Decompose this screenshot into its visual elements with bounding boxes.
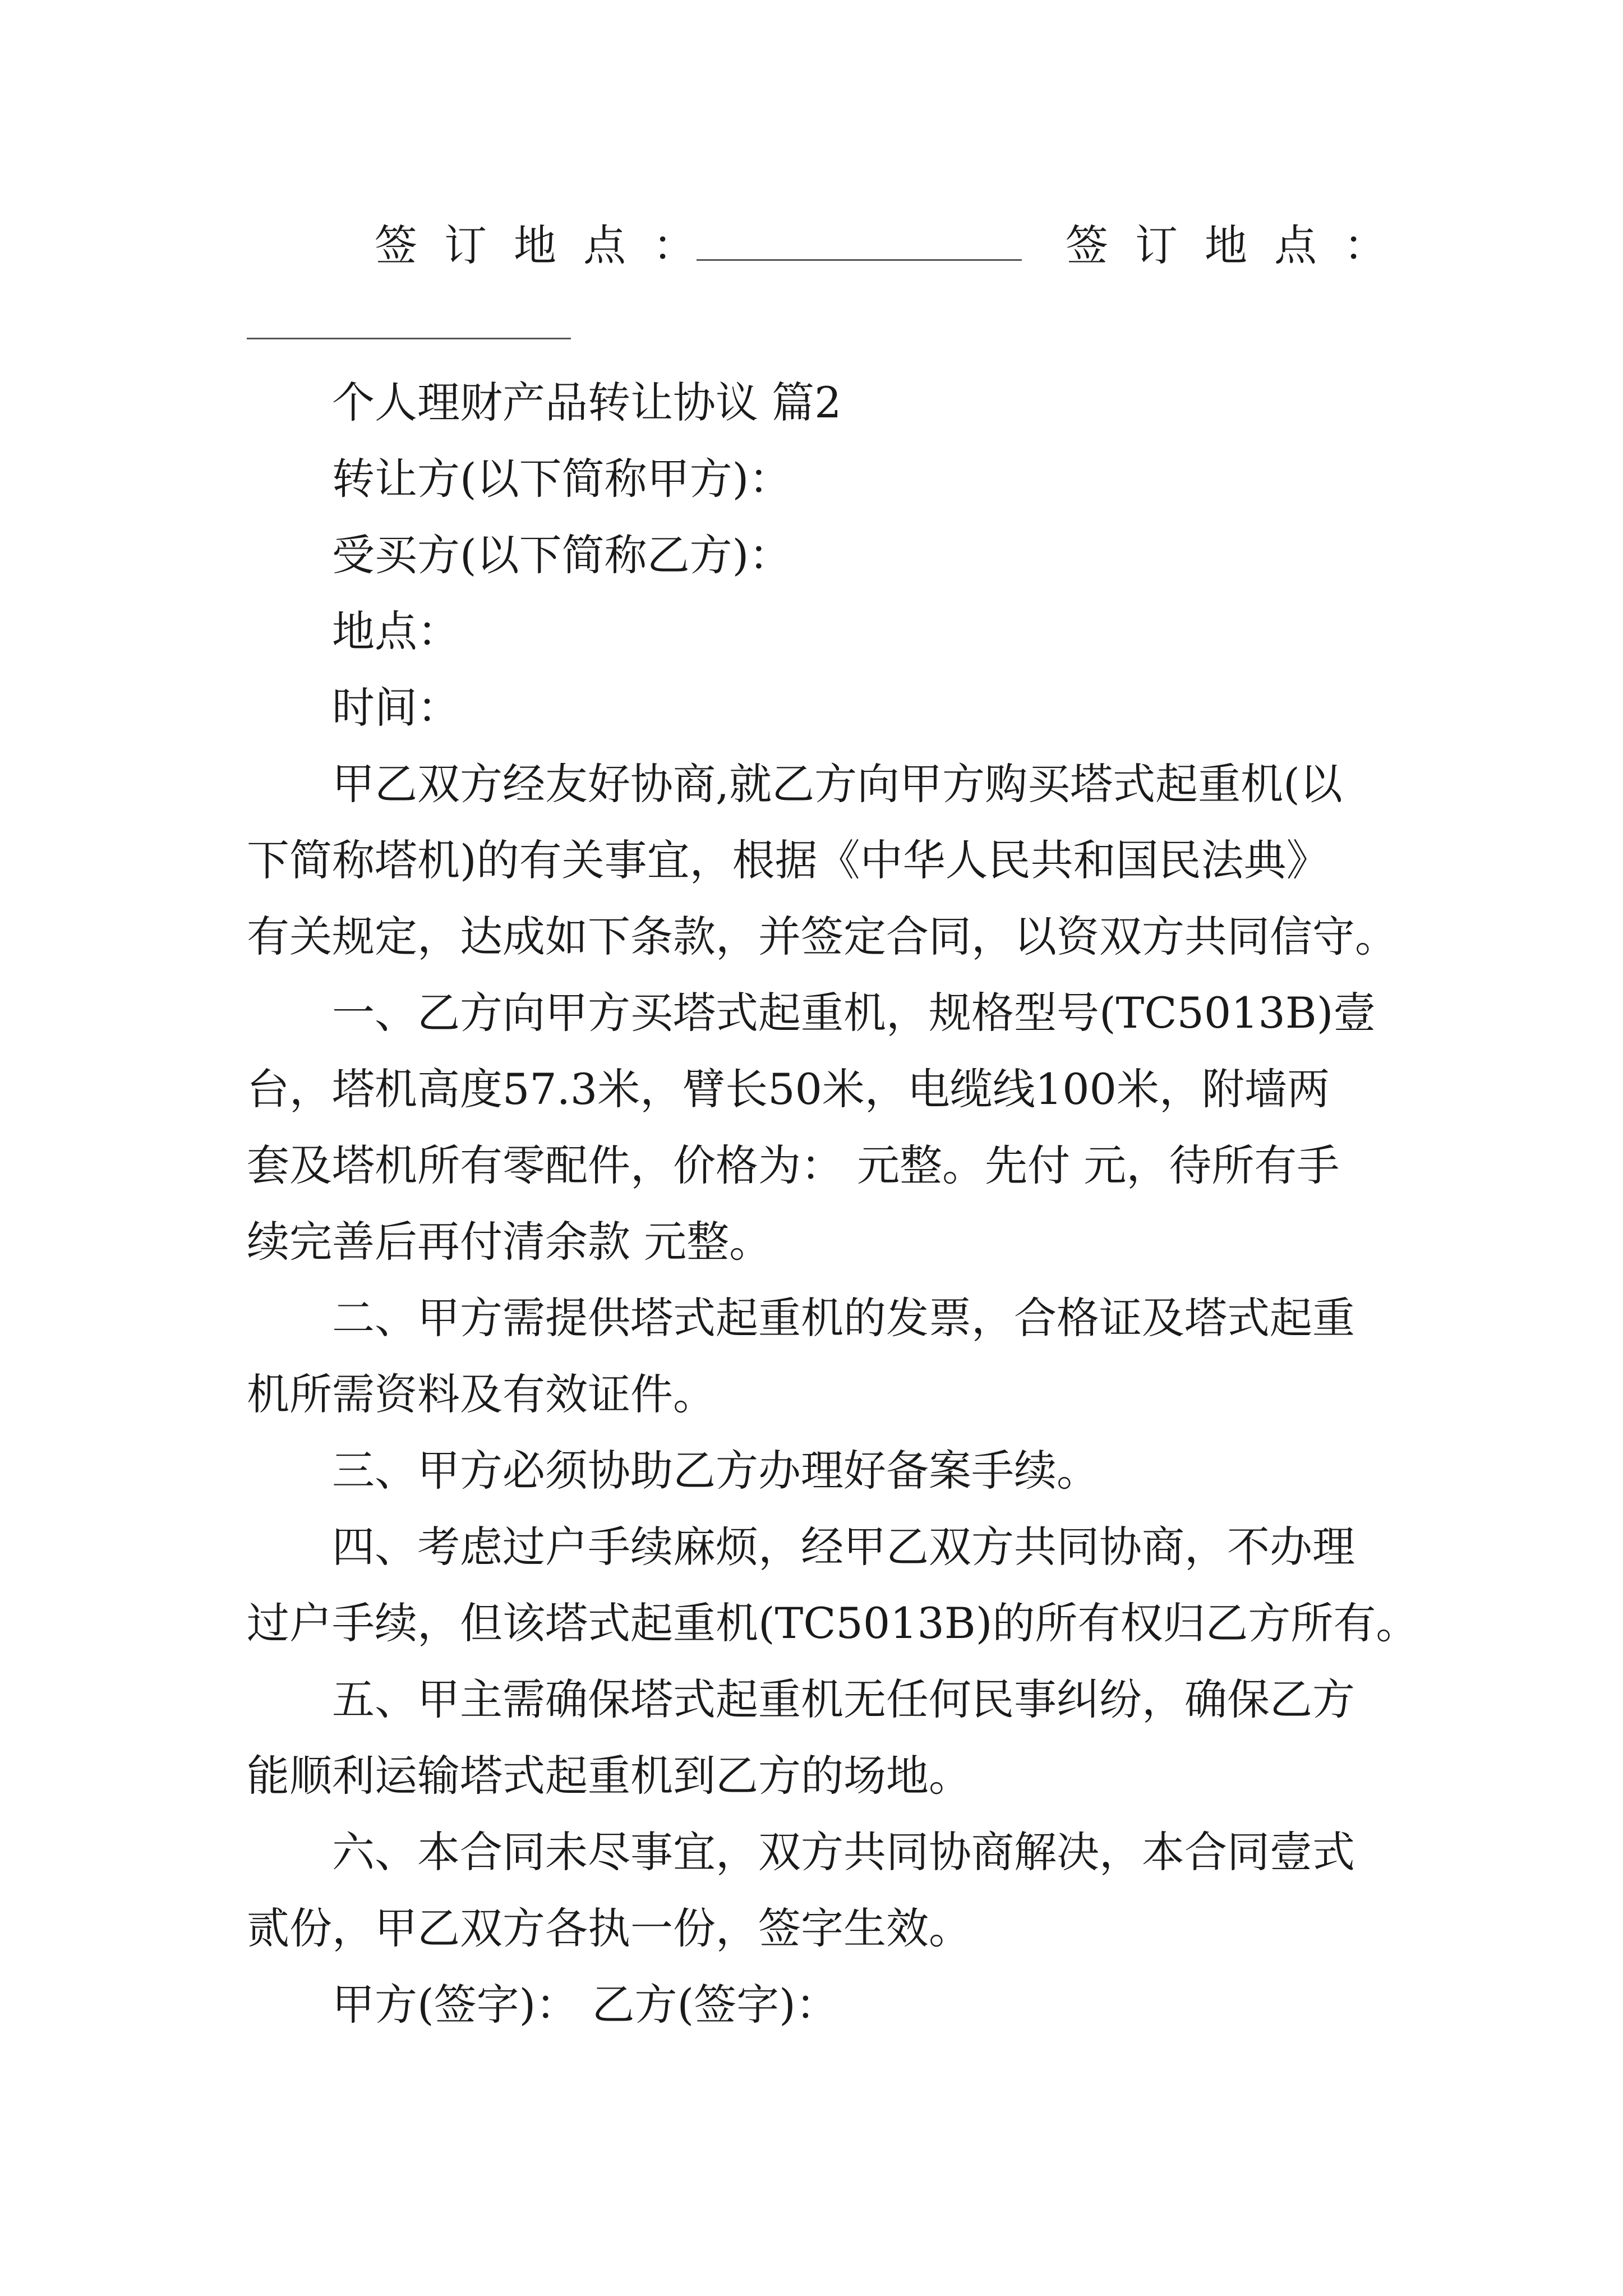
clause-6-line-2: 贰份，甲乙双方各执一份，签字生效。 (247, 1903, 971, 1953)
clause-1-line-3: 套及塔机所有零配件，价格为： 元整。先付 元，待所有手 (247, 1140, 1340, 1190)
intro-line-1: 甲乙双方经友好协商,就乙方向甲方购买塔式起重机(以 (332, 759, 1343, 809)
signing-place-label-left: 签订地点： (375, 220, 722, 270)
transferor-line: 转让方(以下简称甲方)： (332, 454, 792, 504)
signing-place-blank-right (247, 338, 571, 339)
clause-6-line-1: 六、本合同未尽事宜，双方共同协商解决，本合同壹式 (332, 1827, 1355, 1877)
clause-3-line-1: 三、甲方必须协助乙方办理好备案手续。 (332, 1446, 1099, 1496)
place-line: 地点： (332, 606, 460, 656)
signing-place-blank-left (697, 259, 1022, 261)
document-body (247, 365, 1419, 2043)
clause-4-line-2: 过户手续，但该塔式起重机(TC5013B)的所有权归乙方所有。 (247, 1598, 1419, 1648)
signing-place-label-right: 签订地点： (1066, 220, 1413, 270)
time-line: 时间： (332, 683, 460, 733)
clause-1-line-2: 台，塔机高度57.3米，臂长50米，电缆线100米，附墙两 (247, 1064, 1330, 1114)
intro-line-3: 有关规定，达成如下条款，并签定合同，以资双方共同信守。 (247, 912, 1398, 961)
clause-1-line-1: 一、乙方向甲方买塔式起重机，规格型号(TC5013B)壹 (332, 988, 1376, 1038)
signature-line: 甲方(签字)： 乙方(签字)： (332, 1980, 838, 2030)
signing-place-row (0, 212, 1623, 279)
clause-2-line-1: 二、甲方需提供塔式起重机的发票，合格证及塔式起重 (332, 1293, 1355, 1343)
intro-line-2: 下简称塔机)的有关事宜，根据《中华人民共和国民法典》 (247, 835, 1329, 885)
clause-2-line-2: 机所需资料及有效证件。 (247, 1369, 716, 1419)
clause-4-line-1: 四、考虑过户手续麻烦，经甲乙双方共同协商，不办理 (332, 1522, 1355, 1572)
clause-5-line-1: 五、甲主需确保塔式起重机无任何民事纠纷，确保乙方 (332, 1674, 1355, 1724)
document-title: 个人理财产品转让协议 篇2 (332, 378, 842, 427)
buyer-line: 受买方(以下简称乙方)： (332, 530, 792, 580)
clause-5-line-2: 能顺利运输塔式起重机到乙方的场地。 (247, 1751, 971, 1801)
clause-1-line-4: 续完善后再付清余款 元整。 (247, 1217, 772, 1267)
